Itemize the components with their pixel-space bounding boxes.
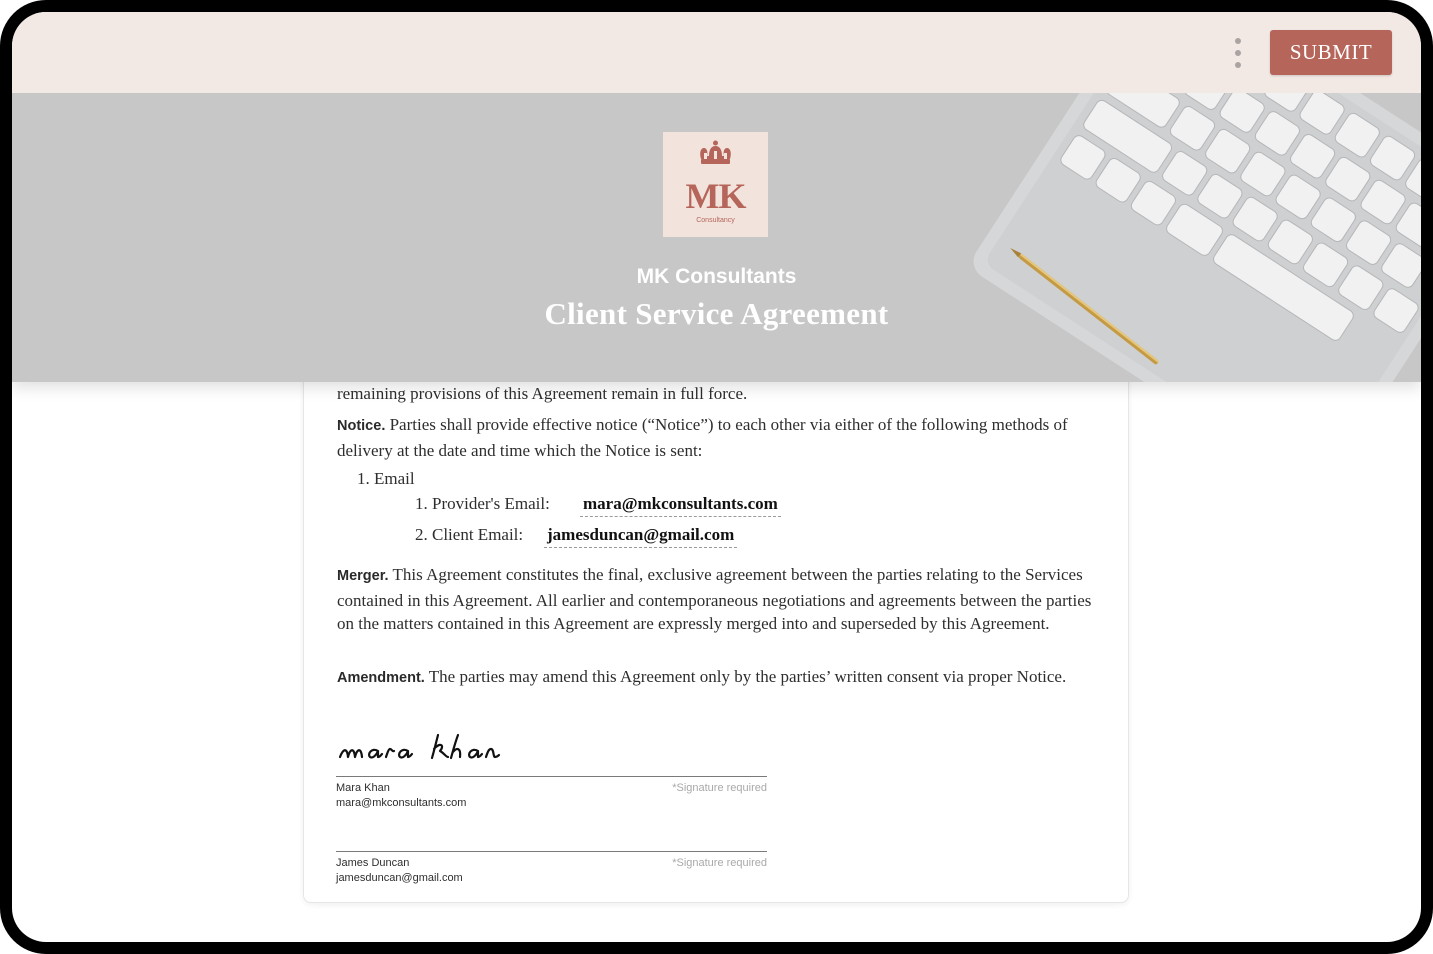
merger-text: This Agreement constitutes the final, exclusive agreement between the parties relating to the Services contained in this Agreement. All earlier and contemporaneous negotiations and agreements between the parties on the matters contained in this Agreement are expressly merged into and superseded by this Agreement.: [337, 565, 1092, 633]
signature-required-note: *Signature required: [672, 782, 767, 794]
client-email-label: 2. Client Email:: [415, 525, 524, 544]
signature-required-note: *Signature required: [672, 857, 767, 869]
header-banner: [12, 93, 1421, 382]
notice-heading: Notice.: [337, 418, 386, 434]
amendment-heading: Amendment.: [337, 670, 425, 686]
intro-line: remaining provisions of this Agreement remain in full force.: [337, 384, 748, 403]
app-screen: [12, 12, 1421, 942]
notice-paragraph: [337, 413, 1097, 462]
signature-line-client[interactable]: [336, 851, 767, 852]
notice-text: Parties shall provide effective notice (“Notice”) to each other via either of the following methods of delivery at the date and time which the Notice is sent:: [337, 415, 1068, 460]
signer-email: jamesduncan@gmail.com: [336, 872, 463, 884]
signer-name: James Duncan: [336, 857, 410, 869]
merger-heading: Merger.: [337, 568, 389, 584]
delivery-method-email: 1. Email: [357, 469, 415, 488]
client-email-field[interactable]: jamesduncan@gmail.com: [544, 525, 737, 548]
merger-paragraph: [337, 563, 1097, 636]
logo-tagline: Consultancy: [696, 217, 735, 224]
provider-email-field[interactable]: mara@mkconsultants.com: [580, 494, 781, 517]
signer-name: Mara Khan: [336, 782, 390, 794]
signature-line-provider[interactable]: [336, 776, 767, 777]
top-bar: [12, 12, 1421, 93]
logo-monogram: MK: [685, 176, 746, 216]
provider-signature[interactable]: [338, 727, 508, 767]
amendment-text: The parties may amend this Agreement only by the parties’ written consent via proper Notice.: [424, 667, 1067, 686]
company-logo: [663, 132, 768, 237]
provider-email-label: 1. Provider's Email:: [415, 494, 550, 513]
document-title: Client Service Agreement: [544, 296, 889, 331]
submit-button[interactable]: SUBMIT: [1270, 30, 1392, 75]
company-name: MK Consultants: [636, 265, 797, 288]
kebab-menu-icon[interactable]: [1228, 37, 1248, 69]
signer-email: mara@mkconsultants.com: [336, 797, 467, 809]
amendment-paragraph: [337, 665, 1097, 691]
